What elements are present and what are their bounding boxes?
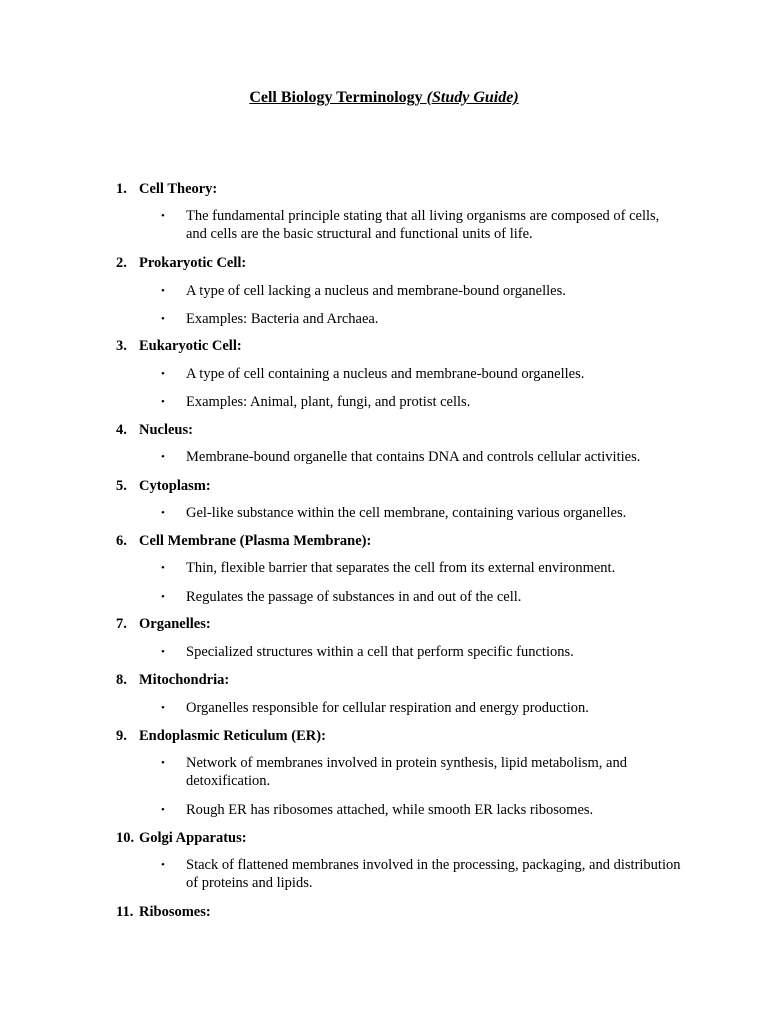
term-label: Golgi Apparatus: (139, 830, 247, 846)
term-label: Cell Membrane (Plasma Membrane): (139, 533, 372, 549)
definition-text: Gel-like substance within the cell membrane, containing various organelles. (186, 505, 627, 521)
term-heading-nucleus (116, 421, 193, 439)
term-heading-cell-membrane (116, 532, 371, 550)
list-item (161, 448, 681, 466)
term-label: Ribosomes: (139, 904, 211, 920)
term-number: 2. (116, 255, 127, 271)
list-item (161, 559, 681, 577)
term-number: 10. (116, 830, 135, 846)
list-item (161, 643, 681, 661)
list-item (161, 801, 681, 819)
definition-text: Regulates the passage of substances in and out of the cell. (186, 589, 522, 605)
term-label: Cytoplasm: (139, 478, 211, 494)
term-label: Endoplasmic Reticulum (ER): (139, 728, 326, 744)
term-label: Mitochondria: (139, 672, 230, 688)
definition-text: Examples: Animal, plant, fungi, and protist cells. (186, 394, 471, 410)
term-label: Nucleus: (139, 422, 193, 438)
term-number: 11. (116, 904, 134, 920)
term-heading-endoplasmic-reticulum (116, 727, 326, 745)
term-label: Prokaryotic Cell: (139, 255, 247, 271)
definition-text: Examples: Bacteria and Archaea. (186, 311, 379, 327)
term-heading-prokaryotic-cell (116, 254, 246, 272)
list-item (161, 699, 681, 717)
term-heading-organelles (116, 615, 211, 633)
term-heading-eukaryotic-cell (116, 337, 242, 355)
list-item (161, 393, 681, 411)
term-number: 3. (116, 338, 127, 354)
definition-text: Membrane-bound organelle that contains DNA and controls cellular activities. (186, 449, 641, 465)
term-heading-mitochondria (116, 671, 229, 689)
list-item (161, 504, 681, 522)
list-item (161, 310, 681, 328)
term-number: 1. (116, 181, 127, 197)
bullet-icon: • (161, 757, 165, 769)
definition-text: Rough ER has ribosomes attached, while smooth ER lacks ribosomes. (186, 802, 594, 818)
title-main: Cell Biology Terminology (249, 89, 423, 106)
term-heading-ribosomes (116, 903, 211, 921)
term-number: 4. (116, 422, 127, 438)
definition-text: Network of membranes involved in protein synthesis, lipid metabolism, and detoxification. (186, 755, 627, 789)
title-subtitle: (Study Guide) (426, 89, 519, 106)
list-item (161, 365, 681, 383)
bullet-icon: • (161, 859, 165, 871)
term-label: Eukaryotic Cell: (139, 338, 242, 354)
bullet-icon: • (161, 646, 165, 658)
term-heading-cytoplasm (116, 477, 211, 495)
bullet-icon: • (161, 313, 165, 325)
bullet-icon: • (161, 368, 165, 380)
bullet-icon: • (161, 396, 165, 408)
bullet-icon: • (161, 591, 165, 603)
bullet-icon: • (161, 507, 165, 519)
list-item (161, 754, 681, 790)
term-label: Organelles: (139, 616, 211, 632)
definition-text: Specialized structures within a cell that perform specific functions. (186, 644, 574, 660)
term-number: 6. (116, 533, 127, 549)
definition-text: Organelles responsible for cellular respiration and energy production. (186, 700, 589, 716)
term-label: Cell Theory: (139, 181, 218, 197)
definition-text: A type of cell lacking a nucleus and membrane-bound organelles. (186, 283, 566, 299)
term-number: 5. (116, 478, 127, 494)
definition-text: Thin, flexible barrier that separates the cell from its external environment. (186, 560, 616, 576)
list-item (161, 207, 681, 243)
bullet-icon: • (161, 702, 165, 714)
list-item (161, 856, 681, 892)
bullet-icon: • (161, 451, 165, 463)
bullet-icon: • (161, 285, 165, 297)
term-heading-golgi-apparatus (116, 829, 247, 847)
bullet-icon: • (161, 210, 165, 222)
definition-text: Stack of flattened membranes involved in the processing, packaging, and distribution of proteins and lipids. (186, 857, 681, 891)
term-number: 7. (116, 616, 127, 632)
term-number: 8. (116, 672, 127, 688)
list-item (161, 588, 681, 606)
bullet-icon: • (161, 562, 165, 574)
definition-text: A type of cell containing a nucleus and membrane-bound organelles. (186, 366, 585, 382)
definition-text: The fundamental principle stating that all living organisms are composed of cells, and cells are the basic structural and functional units of life. (186, 208, 660, 242)
bullet-icon: • (161, 804, 165, 816)
list-item (161, 282, 681, 300)
term-heading-cell-theory (116, 180, 217, 198)
page-title (0, 88, 768, 108)
term-number: 9. (116, 728, 127, 744)
